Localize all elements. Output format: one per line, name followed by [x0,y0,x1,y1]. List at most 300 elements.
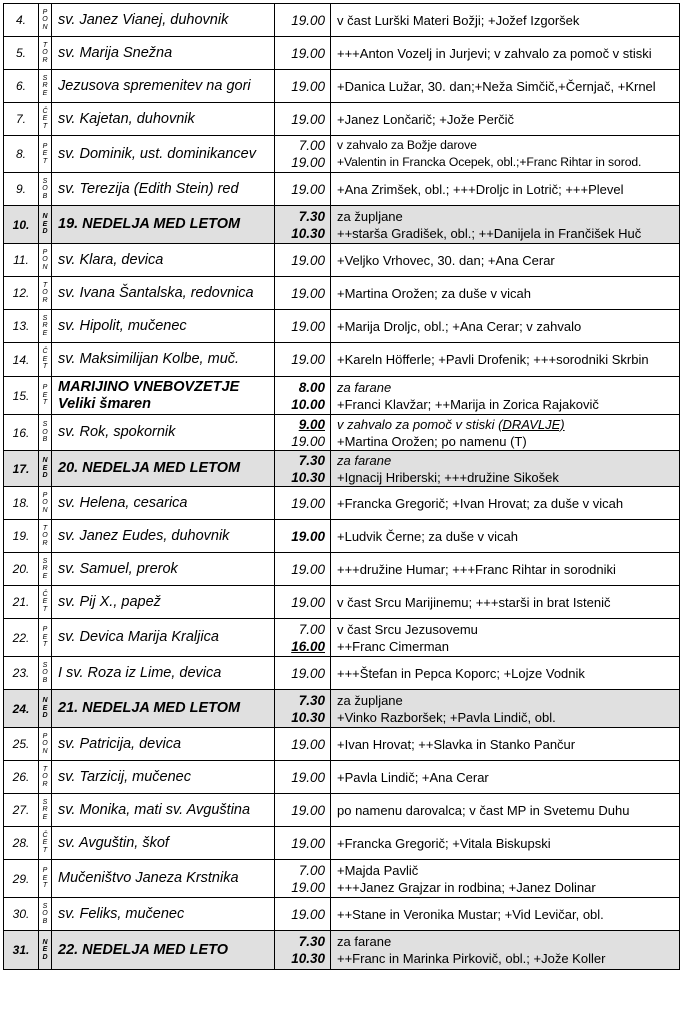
intentions-cell [331,4,680,37]
intention-text: +Francka Gregorič; +Vitala Biskupski [337,835,551,851]
day-number-cell: 10. [4,206,39,244]
feast-name-cell [52,657,275,690]
day-number-cell: 20. [4,553,39,586]
mass-time: 7.30 [298,692,325,708]
day-number-cell: 9. [4,173,39,206]
table-row [4,206,680,244]
feast-name: sv. Avguštin, škof [58,834,169,851]
weekday-abbrev-cell [39,70,52,103]
feast-name: sv. Marija Snežna [58,44,173,61]
intention-text: ++Franc in Marinka Pirkovič, obl.; +Jože Koller [337,951,606,966]
intentions-cell [331,487,680,520]
feast-subtitle: Veliki šmaren [58,395,151,412]
table-row [4,103,680,136]
mass-time: 19.00 [291,433,325,449]
intention-text: +++družine Humar; +++Franc Rihtar in sorodniki [337,561,616,577]
mass-times-cell [275,377,331,415]
weekday-abbrev-cell [39,586,52,619]
intention-text: +Valentin in Francka Ocepek, obl.;+Franc Rihtar in sorod. [337,155,642,169]
mass-time: 19.00 [291,45,325,61]
intentions-cell [331,70,680,103]
feast-name-cell [52,931,275,970]
intention-text: +Kareln Höfferle; +Pavli Drofenik; +++sorodniki Skrbin [337,352,649,367]
weekday-letters: S R E [42,798,48,821]
mass-times-cell [275,136,331,173]
mass-times-cell [275,70,331,103]
mass-times-cell [275,37,331,70]
weekday-letters: S R E [42,314,48,337]
intentions-cell [331,244,680,277]
intention-text: +Pavla Lindič; +Ana Cerar [337,769,489,785]
weekday-abbrev-cell [39,136,52,173]
feast-name-cell [52,586,275,619]
mass-time: 19.00 [291,736,325,752]
table-row [4,70,680,103]
weekday-abbrev-cell [39,761,52,794]
intention-text: +Vinko Razboršek; +Pavla Lindič, obl. [337,709,556,725]
feast-name-cell [52,415,275,451]
mass-time: 19.00 [291,561,325,577]
day-number-cell: 15. [4,377,39,415]
intention-text: +Janez Lončarič; +Jože Perčič [337,111,515,127]
mass-times-cell [275,277,331,310]
feast-name: sv. Feliks, mučenec [58,905,185,922]
weekday-letters: Č E T [42,348,48,371]
mass-times-cell [275,690,331,728]
intentions-cell [331,310,680,343]
mass-times-cell [275,860,331,898]
weekday-letters: Č E T [42,590,48,613]
feast-name: sv. Dominik, ust. dominikancev [58,145,256,162]
table-row [4,310,680,343]
mass-time: 19.00 [291,594,325,610]
mass-time: 19.00 [291,495,325,511]
weekday-abbrev-cell [39,377,52,415]
table-row [4,136,680,173]
feast-name-cell [52,451,275,487]
intention-text: +Franci Klavžar; ++Marija in Zorica Rajakovič [337,396,599,412]
weekday-letters: N E D [42,213,48,236]
weekday-letters: N E D [42,938,48,961]
mass-time: 19.00 [291,835,325,851]
mass-times-cell [275,103,331,136]
feast-name: 22. NEDELJA MED LETO [58,941,229,958]
intentions-cell [331,827,680,860]
weekday-abbrev-cell [39,860,52,898]
schedule-body [4,4,680,970]
mass-times-cell [275,586,331,619]
table-row [4,487,680,520]
feast-name-cell [52,520,275,553]
intention-text: za župljane [337,208,403,224]
day-number-cell: 17. [4,451,39,487]
mass-times-cell [275,553,331,586]
feast-name-cell [52,827,275,860]
intention-text: +Marija Droljc, obl.; +Ana Cerar; v zahvalo [337,318,582,334]
intentions-cell [331,451,680,487]
feast-name: 19. NEDELJA MED LETOM [58,216,241,232]
weekday-abbrev-cell [39,244,52,277]
weekday-abbrev-cell [39,277,52,310]
table-row [4,4,680,37]
intention-text: +Ludvik Černe; za duše v vicah [337,528,519,544]
mass-times-cell [275,827,331,860]
mass-time: 19.00 [291,802,325,818]
weekday-abbrev-cell [39,794,52,827]
mass-time: 19.00 [291,12,325,28]
mass-time: 10.30 [291,951,325,966]
intention-text: +++Štefan in Pepca Koporc; +Lojze Vodnik [337,665,585,681]
feast-name: sv. Kajetan, duhovnik [58,110,195,127]
mass-times-cell [275,487,331,520]
intention-text: +Ivan Hrovat; ++Slavka in Stanko Pančur [337,736,576,752]
weekday-letters: T O R [42,765,48,788]
mass-time: 19.00 [291,769,325,785]
intention-text: ++starša Gradišek, obl.; ++Danijela in Frančišek Huč [337,225,642,241]
day-number-cell: 23. [4,657,39,690]
table-row [4,657,680,690]
feast-name: sv. Patricija, devica [58,735,182,752]
weekday-abbrev-cell [39,451,52,487]
feast-name-cell [52,173,275,206]
table-row [4,931,680,970]
feast-name: sv. Helena, cesarica [58,494,188,511]
intention-text: +Veljko Vrhovec, 30. dan; +Ana Cerar [337,252,555,268]
intentions-cell [331,103,680,136]
feast-name-cell [52,377,275,415]
weekday-letters: P E T [42,384,48,407]
feast-name-cell [52,690,275,728]
mass-time: 19.00 [291,155,325,170]
day-number-cell: 4. [4,4,39,37]
intention-text: +Ana Zrimšek, obl.; +++Droljc in Lotrič; +++Plevel [337,181,624,197]
mass-times-cell [275,657,331,690]
mass-time: 19.00 [291,906,325,922]
intentions-cell [331,277,680,310]
day-number-cell: 21. [4,586,39,619]
feast-name: sv. Klara, devica [58,251,164,268]
feast-name: sv. Samuel, prerok [58,560,178,577]
feast-name-cell [52,761,275,794]
mass-times-cell [275,451,331,487]
feast-name: sv. Maksimilijan Kolbe, muč. [58,351,240,367]
intentions-cell [331,619,680,657]
weekday-abbrev-cell [39,931,52,970]
intention-text: +++Anton Vozelj in Jurjevi; v zahvalo za pomoč v stiski [337,45,652,61]
feast-name-cell [52,103,275,136]
mass-time: 7.30 [298,452,325,468]
table-row [4,415,680,451]
weekday-letters: P O N [42,8,48,31]
weekday-letters: P O N [42,248,48,271]
intention-text: za farane [337,379,392,395]
weekday-letters: S O B [42,421,48,444]
weekday-abbrev-cell [39,728,52,761]
mass-times-cell [275,173,331,206]
weekday-abbrev-cell [39,690,52,728]
intention-text: v čast Lurški Materi Božji; +Jožef Izgoršek [337,12,580,28]
intentions-cell [331,136,680,173]
intention-text: v zahvalo za pomoč v stiski [337,416,495,432]
feast-name: sv. Pij X., papež [58,593,161,610]
weekday-letters: S R E [42,74,48,97]
table-row [4,761,680,794]
mass-time: 19.00 [291,285,325,301]
weekday-abbrev-cell [39,553,52,586]
feast-name-cell [52,487,275,520]
feast-name-cell [52,619,275,657]
weekday-letters: T O R [42,524,48,547]
feast-name-cell [52,206,275,244]
mass-times-cell [275,619,331,657]
intention-text: +Martina Orožen; po namenu (T) [337,433,527,449]
day-number-cell: 6. [4,70,39,103]
table-row [4,520,680,553]
feast-name-cell [52,244,275,277]
mass-times-cell [275,4,331,37]
weekday-abbrev-cell [39,657,52,690]
mass-times-cell [275,931,331,970]
mass-times-cell [275,794,331,827]
weekday-abbrev-cell [39,619,52,657]
feast-name: sv. Janez Eudes, duhovnik [58,527,230,544]
mass-time: 19.00 [291,665,325,681]
intention-text: +Majda Pavlič [337,862,419,878]
intention-text: v čast Srcu Jezusovemu [337,621,478,637]
feast-name-cell [52,860,275,898]
intention-text: v zahvalo za Božje darove [337,138,477,152]
mass-time: 7.30 [298,934,325,949]
feast-name: sv. Tarzicij, mučenec [58,768,191,785]
mass-time: 19.00 [291,252,325,268]
feast-name-cell [52,4,275,37]
feast-name-cell [52,553,275,586]
weekday-letters: Č E T [42,831,48,854]
day-number-cell: 14. [4,343,39,377]
weekday-abbrev-cell [39,898,52,931]
weekday-abbrev-cell [39,343,52,377]
mass-time: 19.00 [291,181,325,197]
intention-text: ++Stane in Veronika Mustar; +Vid Levičar, obl. [337,906,604,922]
mass-times-cell [275,244,331,277]
mass-time: 19.00 [291,528,325,544]
mass-times-cell [275,728,331,761]
feast-name: MARIJINO VNEBOVZETJE [58,378,240,395]
weekday-letters: P E T [42,142,48,165]
mass-time: 7.30 [298,208,325,224]
intentions-cell [331,37,680,70]
weekday-abbrev-cell [39,103,52,136]
intentions-cell [331,520,680,553]
intentions-cell [331,931,680,970]
feast-name: sv. Devica Marija Kraljica [58,629,219,645]
day-number-cell: 16. [4,415,39,451]
intentions-cell [331,898,680,931]
feast-name: I sv. Roza iz Lime, devica [58,664,222,681]
feast-name-cell [52,310,275,343]
day-number-cell: 7. [4,103,39,136]
intention-text: za farane [337,934,392,949]
feast-name-cell [52,898,275,931]
weekday-letters: S O B [42,661,48,684]
day-number-cell: 13. [4,310,39,343]
feast-name-cell [52,343,275,377]
weekday-letters: N E D [42,457,48,480]
feast-name: sv. Terezija (Edith Stein) red [58,180,239,197]
intentions-cell [331,794,680,827]
table-row [4,619,680,657]
intentions-cell [331,415,680,451]
weekday-letters: P O N [42,491,48,514]
day-number-cell: 29. [4,860,39,898]
table-row [4,553,680,586]
feast-name-cell [52,277,275,310]
day-number-cell: 30. [4,898,39,931]
feast-name: sv. Monika, mati sv. Avguština [58,801,251,818]
day-number-cell: 19. [4,520,39,553]
intention-text: +Francka Gregorič; +Ivan Hrovat; za duše v vicah [337,495,624,511]
mass-time: 19.00 [291,879,325,895]
intentions-cell [331,728,680,761]
table-row [4,451,680,487]
intention-text: +++Janez Grajzar in rodbina; +Janez Dolinar [337,879,596,895]
location-note: (DRAVLJE) [498,416,565,432]
feast-name: sv. Hipolit, mučenec [58,317,187,334]
weekday-letters: P O N [42,732,48,755]
intention-text: v čast Srcu Marijinemu; +++starši in brat Istenič [337,594,611,610]
weekday-letters: S R E [42,557,48,580]
weekday-abbrev-cell [39,206,52,244]
intentions-cell [331,657,680,690]
day-number-cell: 12. [4,277,39,310]
day-number-cell: 31. [4,931,39,970]
feast-name: Mučeništvo Janeza Krstnika [58,870,239,886]
table-row [4,343,680,377]
feast-name: Jezusova spremenitev na gori [58,77,251,94]
mass-time: 19.00 [291,78,325,94]
mass-times-cell [275,343,331,377]
day-number-cell: 27. [4,794,39,827]
intentions-cell [331,553,680,586]
feast-name: sv. Rok, spokornik [58,424,176,440]
mass-times-cell [275,761,331,794]
weekday-letters: P E T [42,626,48,649]
table-row [4,728,680,761]
table-row [4,690,680,728]
weekday-abbrev-cell [39,487,52,520]
intentions-cell [331,343,680,377]
table-row [4,794,680,827]
table-row [4,827,680,860]
mass-time: 7.00 [298,862,325,878]
weekday-letters: Č E T [42,107,48,130]
intention-text: za farane [337,452,392,468]
weekday-letters: T O R [42,281,48,304]
mass-time: 7.00 [298,138,325,153]
table-row [4,244,680,277]
weekday-abbrev-cell [39,827,52,860]
intentions-cell [331,586,680,619]
intentions-cell [331,860,680,898]
feast-name: 20. NEDELJA MED LETOM [58,460,241,476]
intention-text: za župljane [337,692,403,708]
mass-times-cell [275,415,331,451]
mass-time: 19.00 [291,352,325,367]
mass-time: 10.30 [291,709,325,725]
table-row [4,898,680,931]
feast-name: 21. NEDELJA MED LETOM [58,700,241,716]
mass-time: 10.30 [291,469,325,485]
weekday-letters: P E T [42,867,48,890]
day-number-cell: 18. [4,487,39,520]
day-number-cell: 25. [4,728,39,761]
intentions-cell [331,761,680,794]
feast-name-cell [52,37,275,70]
weekday-abbrev-cell [39,415,52,451]
feast-name-cell [52,794,275,827]
feast-name-cell [52,70,275,103]
intentions-cell [331,206,680,244]
day-number-cell: 28. [4,827,39,860]
mass-time: 9.00 [298,416,325,432]
intentions-cell [331,377,680,415]
mass-time: 10.00 [291,396,325,412]
feast-name: sv. Ivana Šantalska, redovnica [58,284,254,301]
weekday-letters: T O R [42,41,48,64]
table-row [4,37,680,70]
weekday-abbrev-cell [39,37,52,70]
feast-name-cell [52,136,275,173]
table-row [4,173,680,206]
weekday-abbrev-cell [39,520,52,553]
intention-text: +Ignacij Hriberski; +++družine Sikošek [337,469,559,485]
table-row [4,377,680,415]
mass-time: 8.00 [298,379,325,395]
intentions-cell [331,173,680,206]
intention-text: ++Franc Cimerman [337,638,449,654]
feast-name-cell [52,728,275,761]
mass-times-cell [275,206,331,244]
day-number-cell: 26. [4,761,39,794]
day-number-cell: 5. [4,37,39,70]
weekday-abbrev-cell [39,173,52,206]
table-row [4,277,680,310]
intention-text: +Martina Orožen; za duše v vicah [337,285,532,301]
day-number-cell: 8. [4,136,39,173]
weekday-abbrev-cell [39,4,52,37]
intention-text: po namenu darovalca; v čast MP in Svetemu Duhu [337,802,630,818]
table-row [4,586,680,619]
feast-name: sv. Janez Vianej, duhovnik [58,11,229,28]
day-number-cell: 11. [4,244,39,277]
day-number-cell: 24. [4,690,39,728]
mass-times-cell [275,898,331,931]
mass-schedule-table [3,3,680,970]
day-number-cell: 22. [4,619,39,657]
weekday-letters: S O B [42,902,48,925]
mass-times-cell [275,520,331,553]
mass-times-cell [275,310,331,343]
weekday-letters: S O B [42,177,48,200]
intentions-cell [331,690,680,728]
weekday-abbrev-cell [39,310,52,343]
table-row [4,860,680,898]
mass-time: 19.00 [291,318,325,334]
mass-time: 7.00 [298,621,325,637]
mass-time: 10.30 [291,225,325,241]
mass-time: 19.00 [291,111,325,127]
weekday-letters: N E D [42,697,48,720]
